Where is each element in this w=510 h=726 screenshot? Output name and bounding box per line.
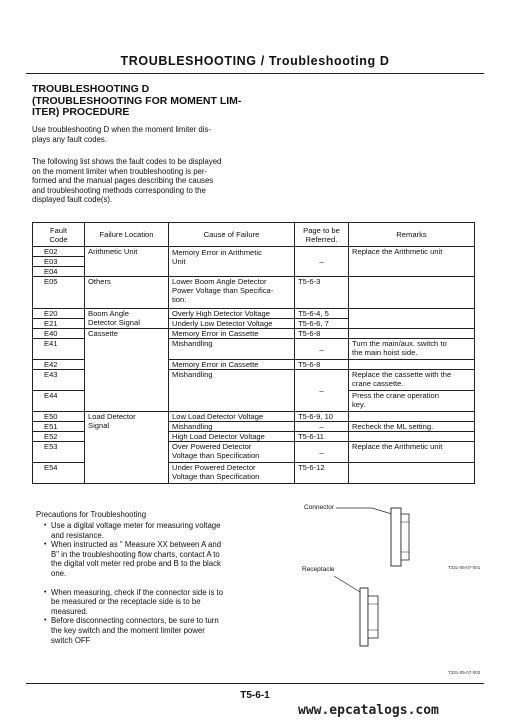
fault-code: E42 (33, 360, 85, 370)
footer-rule (26, 683, 484, 684)
fault-code: E02 (33, 247, 85, 257)
page-ref: T5-6-9, 10 (295, 412, 349, 422)
page-number: T5-6-1 (240, 690, 270, 701)
list-item: • Use a digital voltage meter for measuring voltage and resistance. (44, 521, 280, 540)
page-ref: – (295, 370, 349, 412)
fault-code: E03 (33, 257, 85, 267)
section-title-line: TROUBLESHOOTING D (32, 83, 150, 95)
remarks (349, 463, 475, 484)
remarks: Press the crane operation key. (349, 391, 475, 412)
page-ref: T5-6-11 (295, 432, 349, 442)
page-header-title: TROUBLESHOOTING / Troubleshooting D (120, 54, 390, 68)
fault-code: E04 (33, 267, 85, 277)
remarks: Replace the cassette with the crane cassette. (349, 370, 475, 391)
failure-cause: Low Load Detector Voltage (169, 412, 295, 422)
list-item: • Before disconnecting connectors, be sure to turn the key switch and the moment limiter power switch OFF (44, 616, 280, 645)
section-title-line: (TROUBLESHOOTING FOR MOMENT LIM- (32, 94, 242, 107)
failure-cause: Underly Low Detector Voltage (169, 319, 295, 329)
header-remarks: Remarks (349, 223, 475, 247)
failure-cause: High Load Detector Voltage (169, 432, 295, 442)
text-line: displayed fault code(s). (32, 195, 113, 205)
fault-code: E40 (33, 329, 85, 339)
fault-code: E43 (33, 370, 85, 391)
connector-figure-code: T331-05-07-001 (448, 565, 481, 570)
failure-cause: Mishandling (169, 422, 295, 432)
page-ref: T5-6-8 (295, 329, 349, 339)
text-line: and troubleshooting methods corresponding to the (32, 185, 206, 195)
page-ref: T5-6-8 (295, 360, 349, 370)
fault-code: E54 (33, 463, 85, 484)
receptacle-drawing (320, 570, 480, 660)
table-row (33, 412, 475, 422)
fault-code: E50 (33, 412, 85, 422)
page-ref: – (295, 442, 349, 463)
page-ref: T5-6-4, 5 (295, 309, 349, 319)
text-line: on the moment limiter when troubleshooting is per- (32, 166, 208, 176)
page-ref: – (295, 422, 349, 432)
header-page: Page to be Referred. (295, 223, 349, 247)
section-title (32, 84, 262, 119)
intro-paragraph (32, 125, 250, 144)
failure-cause: Lower Boom Angle Detector Power Voltage than Specifica- tion. (169, 277, 295, 309)
page-ref: – (295, 247, 349, 277)
page-ref: T5-6-3 (295, 277, 349, 309)
failure-cause: Overly High Detector Voltage (169, 309, 295, 319)
failure-location: Arithmetic Unit (85, 247, 169, 277)
precautions-list (44, 521, 280, 645)
fault-code: E52 (33, 432, 85, 442)
failure-cause: Under Powered Detector Voltage than Specification (169, 463, 295, 484)
watermark-text: www.epcatalogs.com (298, 703, 439, 718)
remarks (349, 277, 475, 309)
remarks: Recheck the ML setting. (349, 422, 475, 432)
failure-cause: Memory Error in Cassette (169, 329, 295, 339)
precautions-title: Precautions for Troubleshooting (36, 510, 147, 519)
section-title-line: ITER) PROCEDURE (32, 106, 130, 118)
header-cause: Cause of Failure (169, 223, 295, 247)
remarks (349, 329, 475, 339)
fault-code: E05 (33, 277, 85, 309)
text-line: plays any fault codes. (32, 134, 107, 144)
remarks: Replace the Arithmetic unit (349, 247, 475, 277)
remarks (349, 309, 475, 329)
table-header-row (33, 223, 475, 247)
failure-location: Others (85, 277, 169, 309)
remarks (349, 360, 475, 370)
page-ref: – (295, 339, 349, 360)
failure-cause: Over Powered Detector Voltage than Specification (169, 442, 295, 463)
header-rule (26, 73, 484, 74)
remarks: Replace the Arithmetic unit (349, 442, 475, 463)
failure-location: Boom Angle Detector Signal (85, 309, 169, 329)
fault-code: E41 (33, 339, 85, 360)
connector-label: Connector (304, 504, 334, 511)
header-failure-location: Failure Location (85, 223, 169, 247)
table-row (33, 329, 475, 339)
text-line: The following list shows the fault codes to be displayed (32, 157, 222, 166)
receptacle-figure-code: T331-05-07-002 (448, 670, 481, 675)
table-row (33, 277, 475, 309)
page-ref: T5-6-12 (295, 463, 349, 484)
receptacle-label: Receptacle (302, 566, 335, 573)
fault-code: E44 (33, 391, 85, 412)
remarks (349, 432, 475, 442)
text-line: formed and the manual pages describing the causes (32, 176, 214, 186)
text-line: Use troubleshooting D when the moment limiter dis- (32, 125, 211, 134)
page-ref: T5-6-6, 7 (295, 319, 349, 329)
header-fault-code: Fault Code (33, 223, 85, 247)
list-item: • When instructed as " Measure XX between A and B" in the troubleshooting flow charts, contact A to the digital volt meter red probe and B to the black one. (44, 540, 280, 578)
failure-location: Cassette (85, 329, 169, 412)
failure-cause: Memory Error in Cassette (169, 360, 295, 370)
failure-cause: Mishandling (169, 370, 295, 412)
failure-cause: Mishandling (169, 339, 295, 360)
failure-location: Load Detector Signal (85, 412, 169, 484)
fault-code-table (32, 222, 475, 484)
list-item: • When measuring, check if the connector side is to be measured or the receptacle side is to be measured. (44, 588, 280, 617)
fault-code: E20 (33, 309, 85, 319)
fault-code: E51 (33, 422, 85, 432)
remarks (349, 412, 475, 422)
fault-code: E53 (33, 442, 85, 463)
description-paragraph (32, 157, 250, 205)
remarks: Turn the main/aux. switch to the main hoist side. (349, 339, 475, 360)
fault-code: E21 (33, 319, 85, 329)
table-row (33, 309, 475, 319)
failure-cause: Memory Error in Arithmetic Unit (169, 247, 295, 277)
table-row (33, 247, 475, 257)
